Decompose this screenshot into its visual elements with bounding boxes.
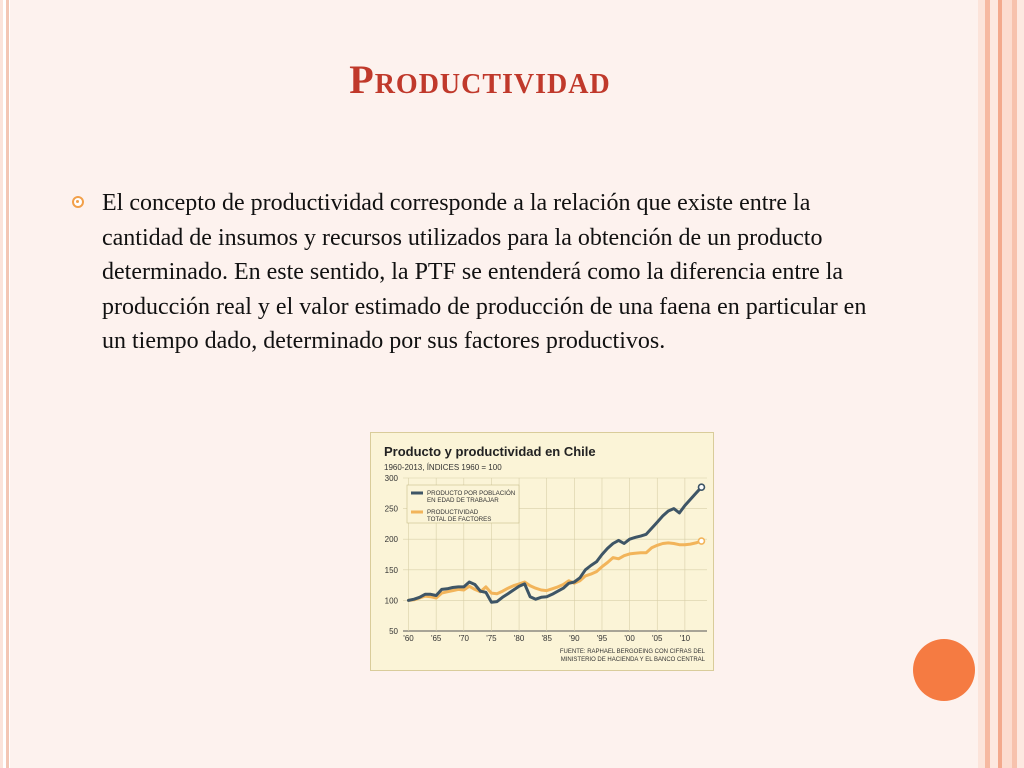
bullet-text: El concepto de productividad corresponde a la relación que existe entre la cantidad de insumos y recursos utilizados para la obtención de un producto determinado. En este sentido, la PTF se entenderá como la diferencia entre la producción real y el valor estimado de producción de una faena en particular en un tiempo dado, determinado por sus factores productivos. [102,190,867,354]
x-tick-label: '90 [569,634,580,643]
left-edge-stripe [6,0,9,768]
series-end-marker [698,538,704,544]
x-tick-label: '60 [403,634,414,643]
chart-svg [371,433,715,672]
x-tick-label: '10 [679,634,691,643]
slide-panel [10,0,978,768]
chart-source: FUENTE: RAPHAEL BERGOEING CON CIFRAS DEL [559,649,705,655]
y-tick-label: 100 [384,596,398,606]
right-decorative-bars [978,0,1024,768]
y-tick-label: 150 [384,565,398,575]
decorative-orange-circle [913,639,975,701]
x-tick-label: '85 [541,634,552,643]
x-tick-label: '75 [486,634,497,643]
series-end-marker [698,484,704,490]
x-tick-label: '65 [430,634,442,643]
legend-label: PRODUCTIVIDAD [427,509,479,516]
chart-source: MINISTERIO DE HACIENDA Y EL BANCO CENTRAL [560,657,705,663]
x-tick-label: '00 [624,634,635,643]
y-tick-label: 50 [389,627,398,636]
y-tick-label: 300 [384,474,398,483]
x-tick-label: '80 [513,634,525,643]
legend-label: PRODUCTO POR POBLACIÓN [427,490,516,497]
chart-subtitle: 1960-2013, ÍNDICES 1960 = 100 [384,463,502,472]
chart-title: Producto y productividad en Chile [384,444,596,459]
legend-label: TOTAL DE FACTORES [427,516,492,523]
left-edge-stripe-light [0,0,3,768]
bullet-ring-icon [72,196,84,208]
slide-title: Productividad [349,57,611,102]
chart-figure [370,432,714,671]
x-tick-label: '95 [596,634,608,643]
bullet-item [72,186,882,359]
x-tick-label: '05 [652,634,663,643]
y-tick-label: 200 [384,535,398,545]
x-tick-label: '70 [458,634,470,643]
y-tick-label: 250 [384,504,398,514]
legend-label: EN EDAD DE TRABAJAR [427,497,499,504]
